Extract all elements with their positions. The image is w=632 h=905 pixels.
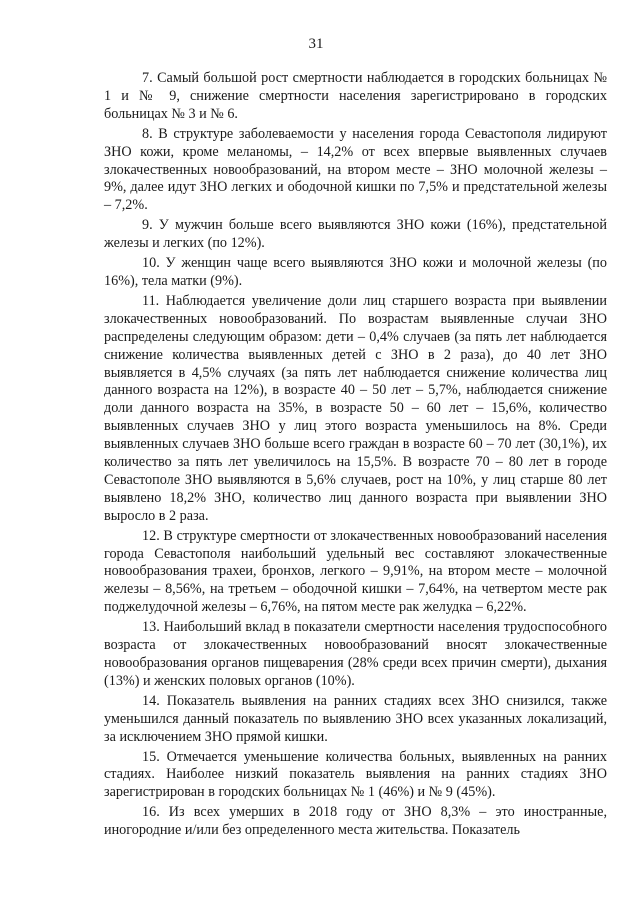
paragraph-15: 15. Отмечается уменьшение количества больных, выявленных на ранних стадиях. Наиболее низкий показатель выявления на ранних стадиях ЗНО зарегистрирован в городских больницах № 1 (46%) и № 9 (45%). (104, 748, 607, 801)
paragraph-9: 9. У мужчин больше всего выявляются ЗНО кожи (16%), предстательной железы и легких (по 12%). (104, 217, 607, 252)
paragraph-8: 8. В структуре заболеваемости у населения города Севастополя лидируют ЗНО кожи, кроме меланомы, – 14,2% от всех впервые выявленных случаев злокачественных новообразований, на втором месте – ЗНО молочной железы – 9%, далее идут ЗНО легких и ободочной кишки по 7,5% и предстательной железы – 7,2%. (104, 125, 607, 214)
paragraph-16: 16. Из всех умерших в 2018 году от ЗНО 8,3% – это иностранные, иногородние и/или без определенного места жительства. Показатель (104, 804, 607, 839)
paragraph-12: 12. В структуре смертности от злокачественных новообразований населения города Севастополя наибольший удельный вес составляют злокачественные новообразования трахеи, бронхов, легкого – 9,91%, на втором месте – молочной железы – 8,56%, на третьем – ободочной кишки – 7,64%, на четвертом месте рак поджелудочной железы – 6,76%, на пятом месте рак желудка – 6,22%. (104, 527, 607, 616)
paragraph-11: 11. Наблюдается увеличение доли лиц старшего возраста при выявлении злокачественных новообразований. По возрастам выявленные случаи ЗНО распределены следующим образом: дети – 0,4% случаев (за пять лет наблюдается снижение количества выявленных детей с ЗНО в 2 раза), до 40 лет ЗНО выявляется в 4,5% случаях (за пять лет наблюдается снижение количества лиц данного возраста на 12%), в возрасте 40 – 50 лет – 5,7%, наблюдается снижение доли данного возраста на 35%, в возрасте 50 – 60 лет – 15,6%, количество выявленных случаев ЗНО у лиц этого возраста уменьшилось на 8%. Среди выявленных случаев ЗНО больше всего граждан в возрасте 60 – 70 лет (30,1%), их количество за пять лет увеличилось на 15,5%. В возрасте 70 – 80 лет в городе Севастополе ЗНО выявляются в 5,6% случаев, рост на 10%, у лиц старше 80 лет выявлено 18,2% ЗНО, количество лиц данного возраста при выявлении ЗНО выросло в 2 раза. (104, 292, 607, 524)
paragraph-14: 14. Показатель выявления на ранних стадиях всех ЗНО снизился, также уменьшился данный показатель по выявлению ЗНО всех указанных локализаций, за исключением ЗНО прямой кишки. (104, 692, 607, 745)
paragraph-13: 13. Наибольший вклад в показатели смертности населения трудоспособного возраста от злокачественных новообразований вносят злокачественные новообразования органов пищеварения (28% среди всех причин смерти), дыхания (13%) и женских половых органов (10%). (104, 619, 607, 689)
document-body (104, 70, 607, 842)
page-number: 31 (308, 36, 324, 52)
paragraph-7: 7. Самый большой рост смертности наблюдается в городских больницах № 1 и № 9, снижение смертности населения зарегистрировано в городских больницах № 3 и № 6. (104, 70, 607, 122)
paragraph-10: 10. У женщин чаще всего выявляются ЗНО кожи и молочной железы (по 16%), тела матки (9%). (104, 255, 607, 289)
